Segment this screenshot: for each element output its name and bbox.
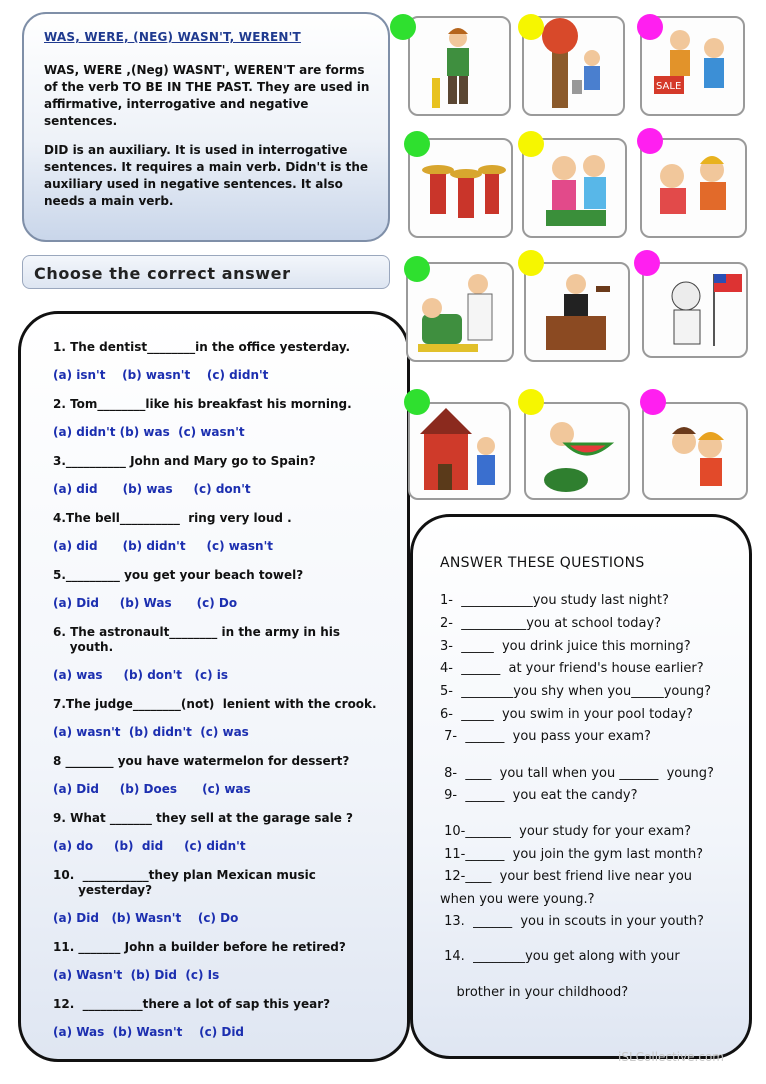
answer-question-4[interactable]: 4- ______ at your friend's house earlier? (440, 661, 704, 676)
question-9: 9. What _______ they sell at the garage sale ? (53, 811, 354, 825)
question-12: 12. __________there a lot of sap this year? (53, 997, 331, 1011)
mariachi-band-illustration (410, 140, 511, 236)
answer-question-12[interactable]: 12-____ your best friend live near you (440, 869, 693, 884)
info-title: WAS, WERE, (NEG) WASN'T, WEREN'T (44, 30, 301, 44)
question-6-options[interactable]: (a) was (b) don't (c) is (53, 668, 229, 682)
grammar-info-box (22, 12, 390, 242)
question-12-options[interactable]: (a) Was (b) Wasn't (c) Did (53, 1025, 245, 1039)
answer-questions-box (410, 514, 752, 1059)
question-10-options[interactable]: (a) Did (b) Wasn't (c) Do (53, 911, 239, 925)
answer-question-14[interactable]: 14. ________you get along with your (440, 949, 680, 964)
answer-question-5[interactable]: 5- ________you shy when you_____young? (440, 684, 711, 699)
question-5: 5._________ you get your beach towel? (53, 568, 304, 582)
choose-heading: Choose the correct answer (22, 255, 390, 289)
svg-text:SALE: SALE (656, 81, 682, 92)
green-dot-marker (404, 256, 430, 282)
question-10: 10. ___________they plan Mexican music yesterday? (53, 868, 316, 897)
question-4: 4.The bell__________ ring very loud . (53, 511, 292, 525)
question-5-options[interactable]: (a) Did (b) Was (c) Do (53, 596, 238, 610)
question-6: 6. The astronault________ in the army in his youth. (53, 625, 341, 654)
answer-question-1[interactable]: 1- ___________you study last night? (440, 593, 669, 608)
question-3: 3.__________ John and Mary go to Spain? (53, 454, 316, 468)
candy-illustration (644, 404, 746, 498)
answer-question-3[interactable]: 3- _____ you drink juice this morning? (440, 639, 691, 654)
yellow-dot-marker (518, 131, 544, 157)
watermark: iSLCollective.com (618, 1050, 724, 1064)
astronaut-flag-picture (642, 262, 748, 358)
yellow-dot-marker (518, 389, 544, 415)
answer-question-14-continued: brother in your childhood? (440, 985, 629, 1000)
watermelon-picture (524, 402, 630, 500)
yellow-dot-marker (518, 250, 544, 276)
answer-question-11[interactable]: 11-______ you join the gym last month? (440, 847, 704, 862)
question-2-options[interactable]: (a) didn't (b) was (c) wasn't (53, 425, 245, 439)
question-1-options[interactable]: (a) isn't (b) wasn't (c) didn't (53, 368, 269, 382)
man-standing-illustration (410, 18, 509, 114)
question-11: 11. _______ John a builder before he retired? (53, 940, 346, 954)
question-11-options[interactable]: (a) Wasn't (b) Did (c) Is (53, 968, 220, 982)
magenta-dot-marker (634, 250, 660, 276)
astronaut-illustration (644, 264, 746, 356)
info-paragraph-was-were: WAS, WERE ,(Neg) WASNT', WEREN'T are forms of the verb TO BE IN THE PAST. They are used in affirmative, interrogative and negative sentences. (44, 63, 370, 128)
magenta-dot-marker (637, 128, 663, 154)
school-illustration (410, 404, 509, 498)
question-3-options[interactable]: (a) did (b) was (c) don't (53, 482, 251, 496)
question-2: 2. Tom________like his breakfast his morning. (53, 397, 352, 411)
answer-question-8[interactable]: 8- ____ you tall when you ______ young? (440, 766, 714, 781)
question-1: 1. The dentist________in the office yesterday. (53, 340, 351, 354)
question-4-options[interactable]: (a) did (b) didn't (c) wasn't (53, 539, 274, 553)
answer-question-10[interactable]: 10-_______ your study for your exam? (440, 824, 692, 839)
answer-question-2[interactable]: 2- __________you at school today? (440, 616, 662, 631)
answer-heading: ANSWER THESE QUESTIONS (440, 555, 645, 571)
green-dot-marker (404, 131, 430, 157)
watermelon-illustration (526, 404, 628, 498)
answer-question-6[interactable]: 6- _____ you swim in your pool today? (440, 707, 693, 722)
magenta-dot-marker (637, 14, 663, 40)
green-dot-marker (404, 389, 430, 415)
children-illustration (642, 140, 745, 236)
children-jumping-picture (640, 138, 747, 238)
multiple-choice-box (18, 311, 410, 1062)
judge-picture (524, 262, 630, 362)
info-paragraph-did: DID is an auxiliary. It is used in interrogative sentences. It requires a main verb. Didn't is the auxiliary used in negative sentences. It also needs a main verb. (44, 143, 368, 208)
eating-candy-picture (642, 402, 748, 500)
question-7-options[interactable]: (a) wasn't (b) didn't (c) was (53, 725, 249, 739)
school-bell-picture (408, 402, 511, 500)
question-9-options[interactable]: (a) do (b) did (c) didn't (53, 839, 246, 853)
question-8: 8 ________ you have watermelon for dessert? (53, 754, 350, 768)
answer-question-7[interactable]: 7- ______ you pass your exam? (440, 729, 651, 744)
yellow-dot-marker (518, 14, 544, 40)
man-standing-picture (408, 16, 511, 116)
question-8-options[interactable]: (a) Did (b) Does (c) was (53, 782, 251, 796)
judge-illustration (526, 264, 628, 360)
question-7: 7.The judge________(not) lenient with the crook. (53, 697, 377, 711)
magenta-dot-marker (640, 389, 666, 415)
answer-question-12-continued: when you were young.? (440, 892, 595, 907)
tourists-illustration (524, 140, 625, 236)
green-dot-marker (390, 14, 416, 40)
answer-question-9[interactable]: 9- ______ you eat the candy? (440, 788, 638, 803)
answer-question-13[interactable]: 13. ______ you in scouts in your youth? (440, 914, 704, 929)
